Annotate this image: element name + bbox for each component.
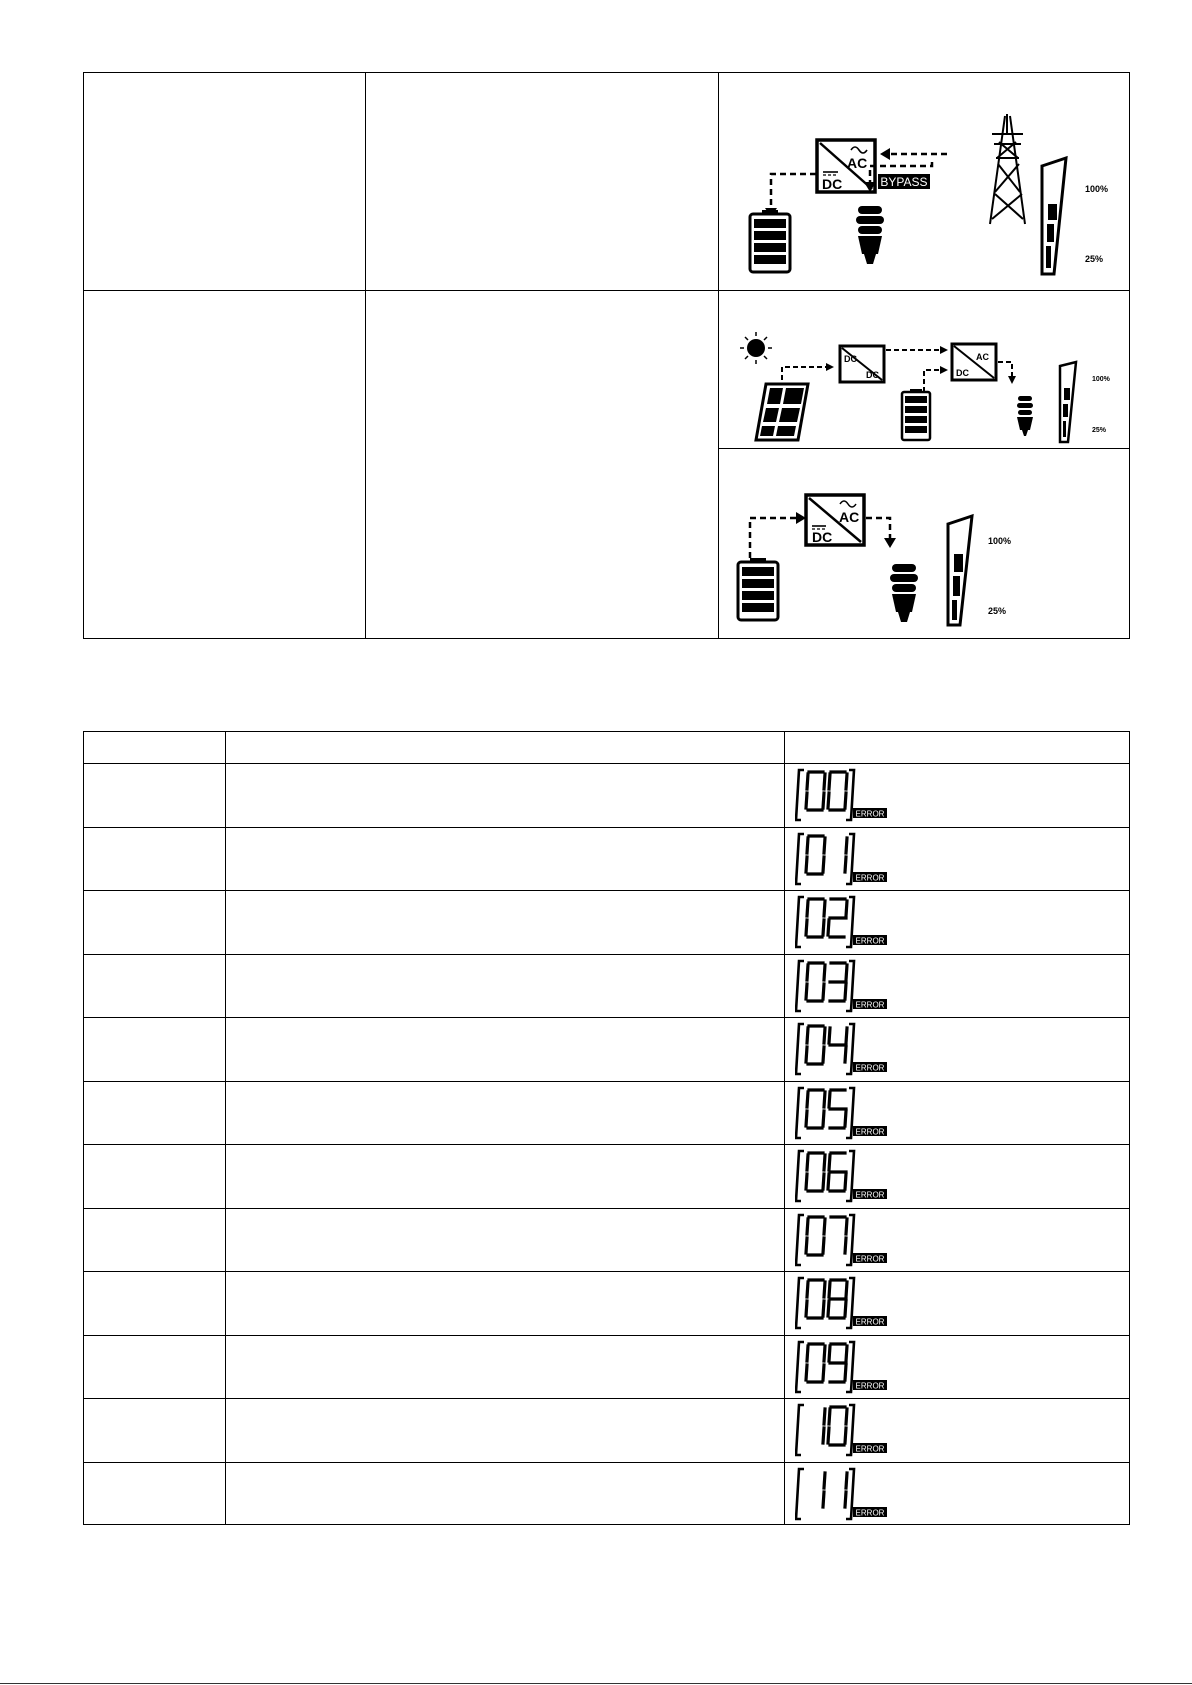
fault-table-col-divider-2 — [784, 731, 785, 1525]
solar-battery-diagram — [720, 292, 1128, 447]
fault-table-row-divider — [83, 1335, 1130, 1336]
error-label: ERROR — [855, 873, 885, 882]
fault-code-display — [795, 1022, 905, 1080]
inverter-ac-label-2b: AC — [839, 509, 860, 525]
inverter-icon-small — [952, 344, 996, 380]
bypass-badge — [878, 174, 930, 189]
fault-table — [83, 731, 1130, 1525]
fault-code-value: 05 — [795, 1085, 797, 1087]
inverter-ac-label: AC — [847, 155, 868, 171]
fault-table-row-divider — [83, 1017, 1130, 1018]
error-label: ERROR — [855, 1127, 885, 1136]
fault-code-value: 07 — [795, 1212, 797, 1214]
fault-table-col-divider-1 — [225, 731, 226, 1525]
power-tower-icon — [990, 114, 1025, 224]
fault-code-value: 09 — [795, 1339, 797, 1341]
fault-code-display — [795, 1149, 905, 1207]
inverter-dc-label-2b: DC — [812, 529, 833, 545]
error-label: ERROR — [855, 1381, 885, 1390]
level-bottom-label-2b: 25% — [988, 606, 1007, 616]
mode-table-col-divider-2 — [718, 72, 719, 639]
error-label: ERROR — [855, 1190, 885, 1200]
charger-dc-in-label: DC — [844, 354, 857, 364]
inverter-dc-label-2a: DC — [956, 368, 969, 378]
battery-icon — [750, 210, 790, 272]
fault-code-display — [795, 1340, 905, 1398]
fault-table-row-divider — [83, 1081, 1130, 1082]
fault-code-value: 01 — [795, 831, 797, 833]
fault-table-row-divider — [83, 1271, 1130, 1272]
fault-code-value: 00 — [795, 768, 797, 769]
bulb-icon-small — [1017, 396, 1033, 436]
error-label: ERROR — [855, 1508, 885, 1517]
fault-code-value: 06 — [795, 1149, 797, 1150]
fault-code-display — [795, 832, 905, 890]
load-level-icon — [1042, 158, 1108, 274]
fault-table-row-divider — [83, 827, 1130, 828]
level-top-label-2a: 100% — [1092, 376, 1110, 383]
error-label: ERROR — [855, 936, 885, 946]
fault-table-row-divider — [83, 1462, 1130, 1463]
inverter-icon-2b — [806, 495, 864, 545]
bypass-label: BYPASS — [880, 175, 928, 189]
solar-panel-icon — [756, 384, 808, 440]
load-level-icon-small — [1060, 362, 1111, 442]
fault-code-value: 10 — [795, 1403, 797, 1404]
error-label: ERROR — [855, 1063, 885, 1073]
load-level-icon-2b — [948, 516, 1011, 625]
fault-code-display — [795, 1467, 905, 1525]
fault-code-value: 03 — [795, 958, 797, 960]
error-label: ERROR — [855, 809, 885, 819]
charger-dc-out-label: DC — [866, 370, 879, 380]
charger-icon — [840, 346, 884, 382]
error-label: ERROR — [855, 1254, 885, 1263]
fault-code-display — [795, 895, 905, 953]
fault-code-display — [795, 1213, 905, 1271]
fault-table-row-divider — [83, 1208, 1130, 1209]
error-label: ERROR — [855, 1000, 885, 1009]
fault-code-display — [795, 959, 905, 1017]
battery-icon-2b — [738, 558, 778, 620]
grid-bypass-diagram — [720, 74, 1128, 289]
fault-code-value: 08 — [795, 1276, 797, 1277]
error-label: ERROR — [855, 1444, 885, 1454]
bulb-icon — [856, 206, 884, 264]
mode-table-col-divider-1 — [365, 72, 366, 639]
inverter-ac-label-2a: AC — [976, 352, 989, 362]
fault-code-display — [795, 1403, 905, 1461]
battery-icon-small — [902, 389, 930, 440]
sun-icon — [740, 332, 772, 364]
page-footer-rule — [0, 1683, 1192, 1684]
fault-code-display — [795, 1086, 905, 1144]
fault-table-row-divider — [83, 1144, 1130, 1145]
fault-code-display — [795, 768, 905, 826]
fault-table-row-divider — [83, 954, 1130, 955]
mode-table-subrow-divider — [718, 448, 1130, 449]
fault-table-header-divider — [83, 763, 1130, 764]
mode-table-row-divider — [83, 290, 1130, 291]
inverter-dc-label: DC — [822, 176, 843, 192]
level-bottom-label-2a: 25% — [1092, 427, 1107, 434]
fault-code-value: 04 — [795, 1022, 797, 1023]
fault-code-display — [795, 1276, 905, 1334]
fault-code-value: 02 — [795, 895, 797, 896]
level-bottom-label: 25% — [1085, 254, 1104, 264]
fault-table-row-divider — [83, 890, 1130, 891]
level-top-label: 100% — [1085, 184, 1109, 194]
battery-only-diagram — [720, 450, 1128, 638]
level-top-label-2b: 100% — [988, 536, 1012, 546]
bulb-icon-2b — [890, 564, 918, 622]
error-label: ERROR — [855, 1317, 885, 1327]
fault-code-value: 11 — [795, 1466, 797, 1468]
fault-table-row-divider — [83, 1398, 1130, 1399]
